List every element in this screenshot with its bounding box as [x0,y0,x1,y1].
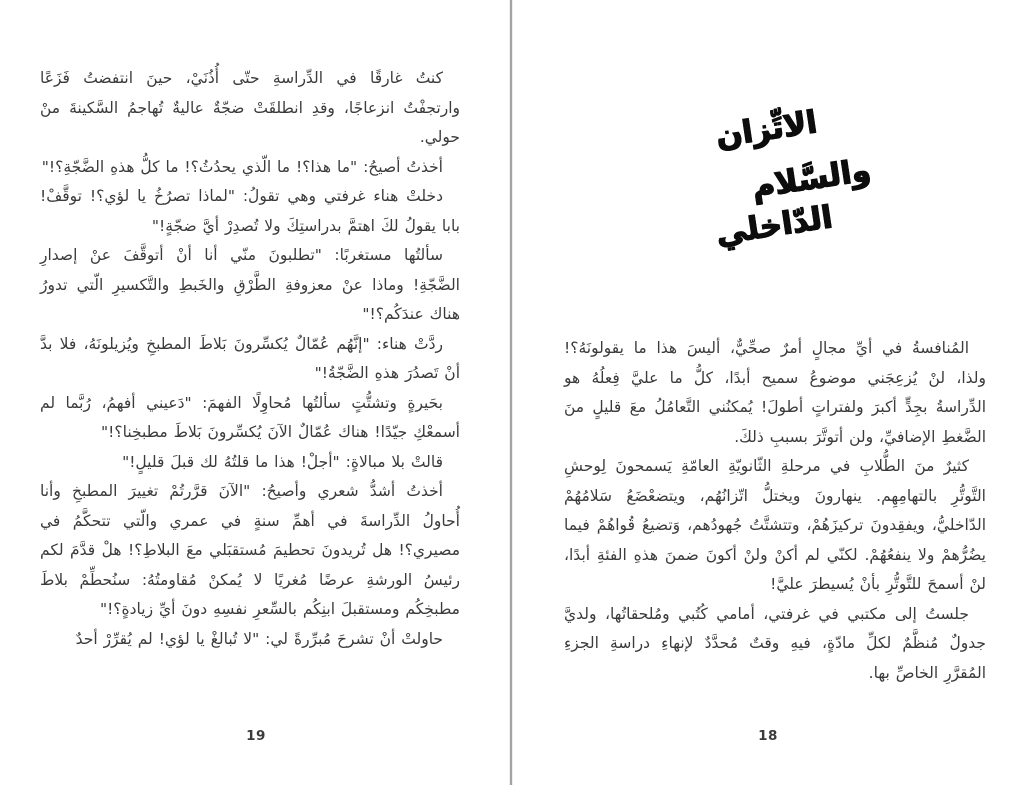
chapter-title-line-1: الاتِّزان [713,104,820,155]
chapter-title-line-3: الدّاخلي [713,199,835,253]
paragraph: حاولتْ أنْ تشرحَ مُبرِّرةً لي: "لا تُبالغْ يا لؤي! لم يُقرِّرْ أحدٌ [75,629,443,648]
paragraph: قالتْ بلا مبالاةٍ: "أجلْ! هذا ما قلتُهُ لك قبلَ قليلٍ!" [122,452,443,471]
paragraph: بحَيرةٍ وتشتُّتٍ سألتُها مُحاوِلًا الفهمَ: "دَعيني أفهمُ، رُبَّما لم أسمعْكِ جيّدًا! هناك عُمّالٌ الآنَ يُكسِّرونَ بَلاطَ مطبخِنا؟!" [40,393,460,441]
paragraph: جلستُ إلى مكتبي في غرفتي، أمامي كُتُبي ومُلحقاتُها، ولديَّ جدولٌ مُنظَّمٌ لكلِّ مادّةٍ، فيهِ وقتٌ مُحدَّدٌ لإنهاءِ دراسةِ الجزءِ المُقرَّرِ الخاصِّ بها. [564,604,986,682]
chapter-title-line-2: والسَّلام [749,152,873,206]
paragraph: سألتُها مستغربًا: "تطلبونَ منّي أنا أنْ أتوقَّفَ عنْ إصدارِ الضَّجّةِ! وماذا عنْ معزوفةِ الطَّرْقِ والخَبطِ والتَّكسيرِ الّتي تدورُ هناك عندَكُم؟!" [40,246,460,323]
right-page-text [564,334,986,688]
paragraph: دخلتْ هناء غرفتي وهي تقولُ: "لماذا تصرُخُ يا لؤي؟! توقَّفْ! بابا يقولُ لكَ اهتمَّ بدراستِكَ ولا تُصدِرْ أيَّ ضجّةٍ!" [40,187,460,235]
paragraph: كنتُ غارقًا في الدِّراسةِ حتّى أُذُنَيْ، حينَ انتفضتُ فَزَعًا وارتجفْتُ انزعاجًا، وقدِ انطلقَتْ ضجّةٌ عاليةٌ تُهاجمُ السَّكينةَ منْ حولي. [40,69,460,146]
paragraph: ردَّتْ هناء: "إنَّهُم عُمّالٌ يُكسِّرونَ بَلاطَ المطبخِ ويُزيلونَهُ، فلا بدَّ أنْ تَصدُرَ هذهِ الضَّجّةُ!" [40,334,460,382]
paragraph: أخذتُ أشدُّ شعري وأصيحُ: "الآنَ قرَّرتُمْ تغييرَ المطبخِ وأنا أُحاولُ الدِّراسةَ في أهمِّ سنةٍ في عمري والّتي تتحكَّمُ في مصيري؟! هل تُريدونَ تحطيمَ مُستقبَلي معَ البلاطِ؟! هلْ قدَّمَ لكم رئيسُ الورشةِ عرضًا مُغريًا لا يُمكنْ مُقاومتُهُ: سنُحطِّمْ بلاطَ مطبخِكُم ومستقبلَ ابنِكُم بالسِّعرِ نفسِهِ دونَ أيِّ زيادةٍ؟!" [40,482,460,618]
paragraph: كثيرٌ منَ الطُّلابِ في مرحلةِ الثّانويّةِ العامّةِ يَسمحونَ لِوحشِ التَّوتُّرِ بالتهامِهِم. ينهارونَ ويختلُّ اتّزانُهُم، ويتضعْضَعُ سَلامُهُمْ الدّاخليُّ، ويفقِدونَ تركيزَهُمْ، وتتشتَّتُ جُهودُهم، وَتضيعُ قُواهُمْ فيما يضُرُّهمْ ولا ينفعُهُمْ. لكنّي لم أكنْ ولنْ أكونَ ضمنَ هذهِ الفئةِ أبدًا، لنْ أسمحَ للتَّوتُّرِ بأنْ يُسيطرَ عليَّ! [564,457,986,593]
right-page [512,0,1024,785]
page-number-left: 19 [246,728,266,744]
paragraph: المُنافسةُ في أيِّ مجالٍ أمرٌ صحِّيٌّ، أليسَ هذا ما يقولونَهُ؟! ولذا، لنْ يُزعِجَني موضوعُ سميح أبدًا، كلُّ ما عليَّ فِعلُهُ هو الدِّراسةُ بجِدٍّ أكبرَ ولفتراتٍ أطولَ! يُمكنُني التَّعامُلُ معَ قليلٍ منَ الضَّغطِ الإضافيِّ، ولن أتوتَّرَ بسببِ ذلكَ. [564,339,986,446]
page-number-right: 18 [758,728,778,744]
paragraph: أخذتُ أصيحُ: "ما هذا؟! ما الّذي يحدُثُ؟! ما كلُّ هذهِ الضَّجّةِ؟!" [41,157,443,176]
left-page-text [40,64,460,654]
